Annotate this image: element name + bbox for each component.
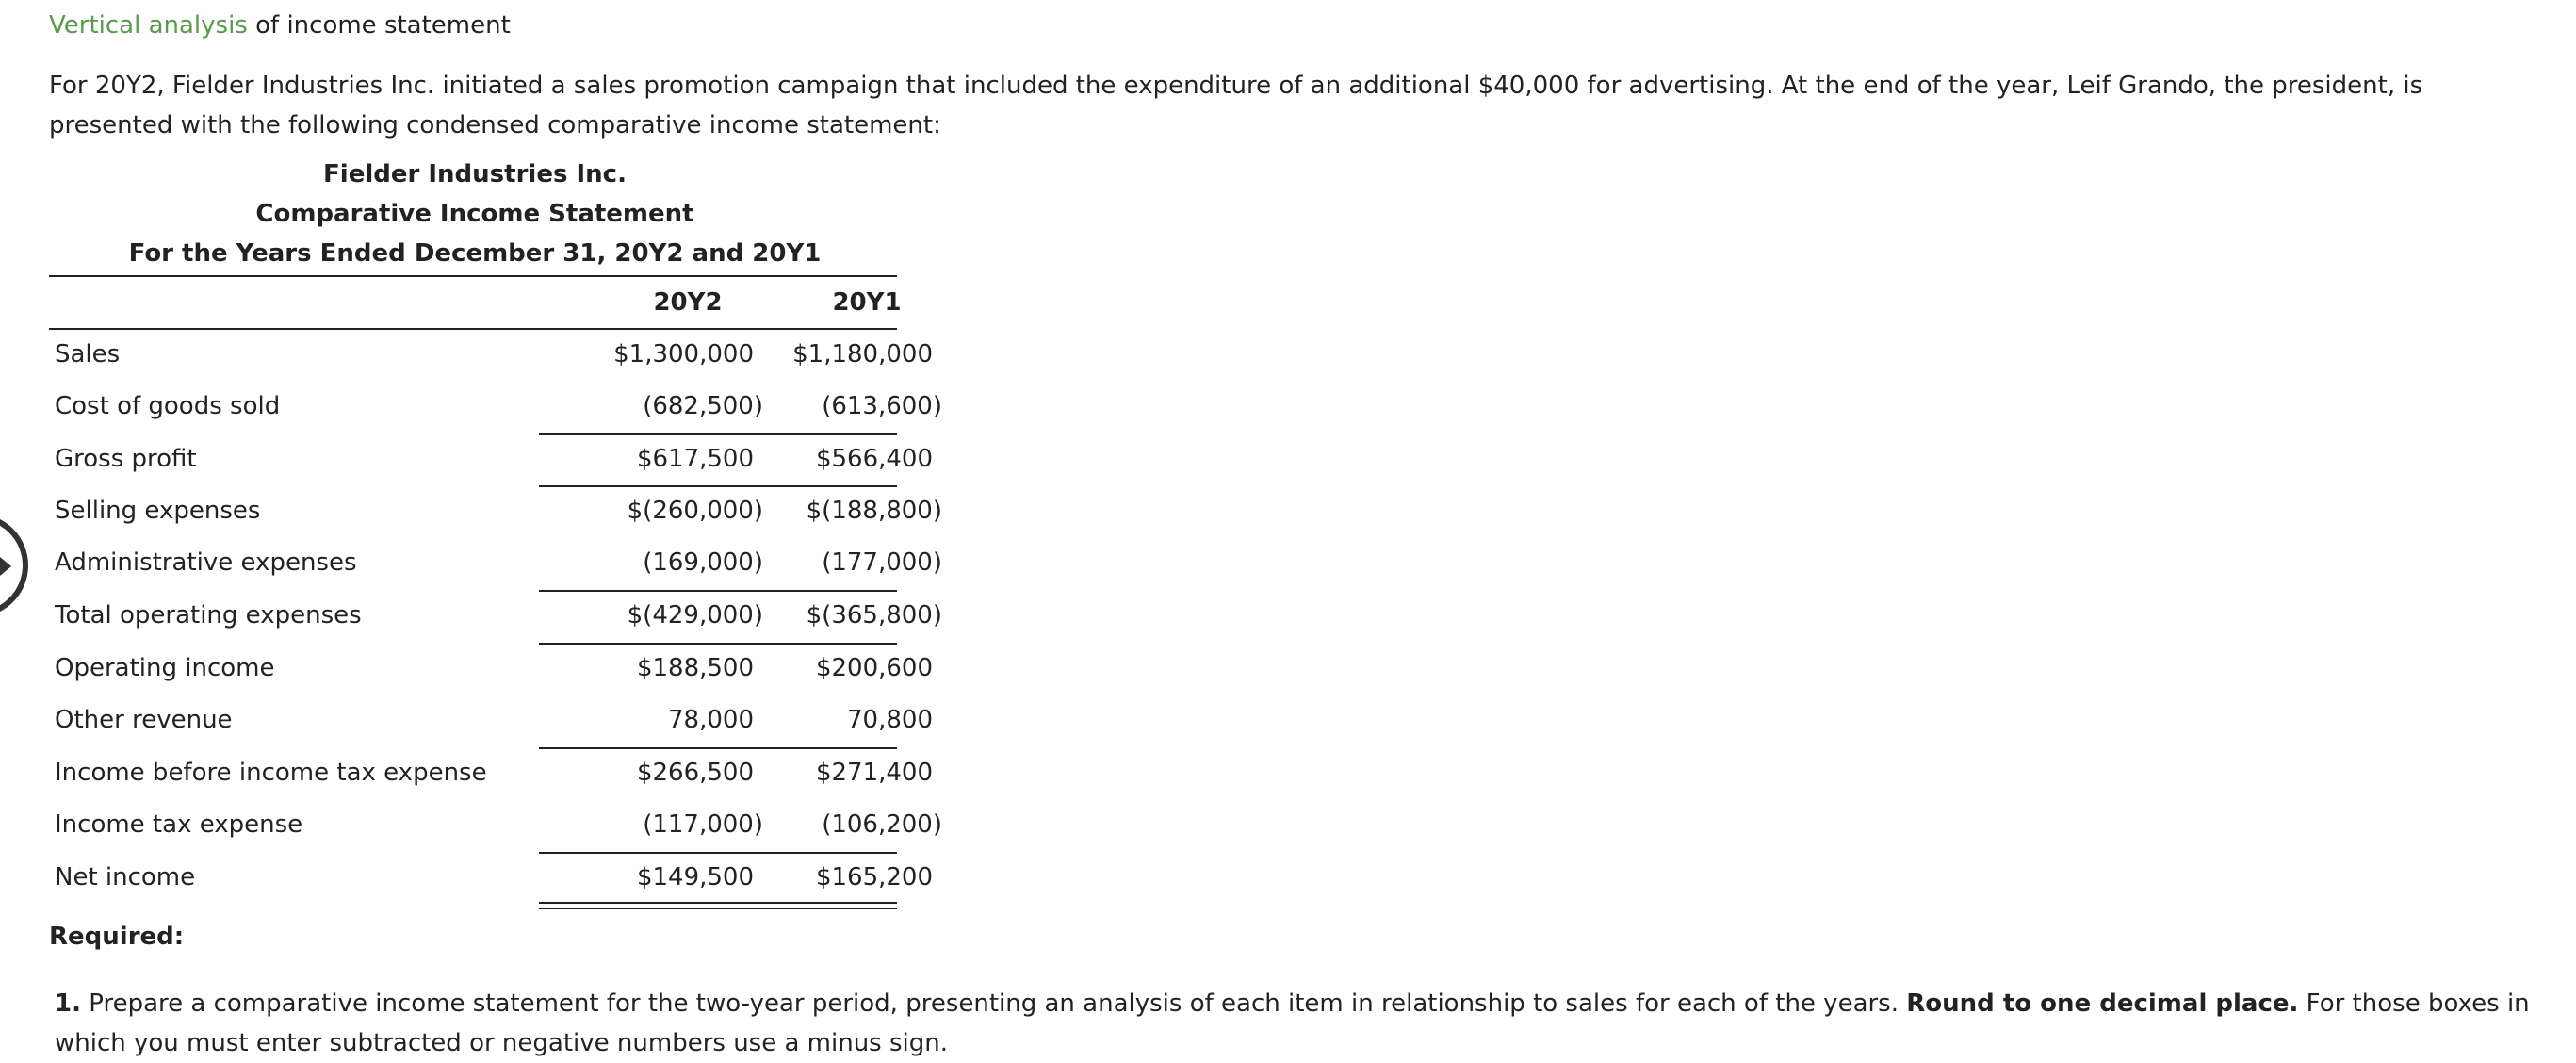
value-20y1: (177,000) <box>822 548 942 577</box>
value-20y1: $566,400 <box>815 445 933 473</box>
value-20y1: 70,800 <box>847 706 933 734</box>
table-row-sales <box>49 330 933 382</box>
value-20y1: $165,200 <box>815 863 933 891</box>
row-label: Income tax expense <box>55 810 303 839</box>
value-20y1: (613,600) <box>822 392 942 420</box>
row-label: Net income <box>55 863 196 891</box>
table-row-net-income <box>49 853 933 905</box>
side-nav-button[interactable] <box>0 514 28 617</box>
column-header-20y1: 20Y1 <box>832 288 902 317</box>
instruction-number: 1. <box>55 989 81 1018</box>
value-20y2: $149,500 <box>636 863 754 891</box>
table-row-operating-income <box>49 644 933 695</box>
table-row-income-before-tax <box>49 748 933 800</box>
heading-rest: of income statement <box>247 11 511 40</box>
table-row-administrative-expenses <box>49 538 942 590</box>
table-row-gross-profit <box>49 434 933 486</box>
value-20y1: $200,600 <box>815 654 933 682</box>
row-label: Operating income <box>55 654 275 682</box>
row-label: Administrative expenses <box>55 548 357 577</box>
table-row-other-revenue <box>49 695 933 747</box>
chevron-right-icon <box>0 557 11 576</box>
required-label: Required: <box>49 923 185 951</box>
instruction-bold: Round to one decimal place. <box>1906 989 2299 1018</box>
instruction-text-a: Prepare a comparative income statement for the two-year period, presenting an analysis of each item in relationship to sales for each of the years. <box>89 989 1899 1018</box>
value-20y2: (682,500) <box>643 392 763 420</box>
value-20y2: (169,000) <box>643 548 763 577</box>
total-double-rule <box>539 902 897 909</box>
row-label: Selling expenses <box>55 497 261 525</box>
value-20y2: $617,500 <box>636 445 754 473</box>
value-20y1: (106,200) <box>822 810 942 839</box>
table-row-selling-expenses <box>49 486 942 538</box>
value-20y2: $(429,000) <box>627 601 763 630</box>
table-row-total-operating-expenses <box>49 591 942 643</box>
row-label: Other revenue <box>55 706 233 734</box>
section-heading <box>49 9 511 41</box>
value-20y1: $1,180,000 <box>792 340 933 368</box>
value-20y1: $(365,800) <box>806 601 942 630</box>
vertical-analysis-link[interactable]: Vertical analysis <box>49 11 248 40</box>
row-label: Total operating expenses <box>55 601 362 630</box>
instruction-paragraph <box>55 984 2552 1063</box>
row-label: Income before income tax expense <box>55 759 487 787</box>
instruction-text-b: For those boxes in which you must enter subtracted or negative numbers use a minus sign. <box>55 989 2530 1057</box>
value-20y2: $(260,000) <box>627 497 763 525</box>
row-label: Gross profit <box>55 445 197 473</box>
row-label: Sales <box>55 340 121 368</box>
column-header-20y2: 20Y2 <box>653 288 723 317</box>
table-row-cost-of-goods-sold <box>49 382 942 433</box>
value-20y2: $188,500 <box>636 654 754 682</box>
statement-period: For the Years Ended December 31, 20Y2 and 20Y1 <box>128 239 822 268</box>
value-20y2: 78,000 <box>668 706 754 734</box>
statement-title: Comparative Income Statement <box>255 200 694 228</box>
company-name: Fielder Industries Inc. <box>323 160 627 188</box>
table-row-income-tax-expense <box>49 800 942 852</box>
value-20y1: $(188,800) <box>806 497 942 525</box>
value-20y2: $266,500 <box>636 759 754 787</box>
value-20y2: $1,300,000 <box>613 340 754 368</box>
row-label: Cost of goods sold <box>55 392 281 420</box>
intro-paragraph: For 20Y2, Fielder Industries Inc. initiated a sales promotion campaign that included the expenditure of an additional $40,000 for advertising. At the end of the year, Leif Grando, the president, is presented with the following condensed comparative income statement: <box>49 72 2423 139</box>
table-top-rule <box>49 275 897 277</box>
value-20y2: (117,000) <box>643 810 763 839</box>
value-20y1: $271,400 <box>815 759 933 787</box>
